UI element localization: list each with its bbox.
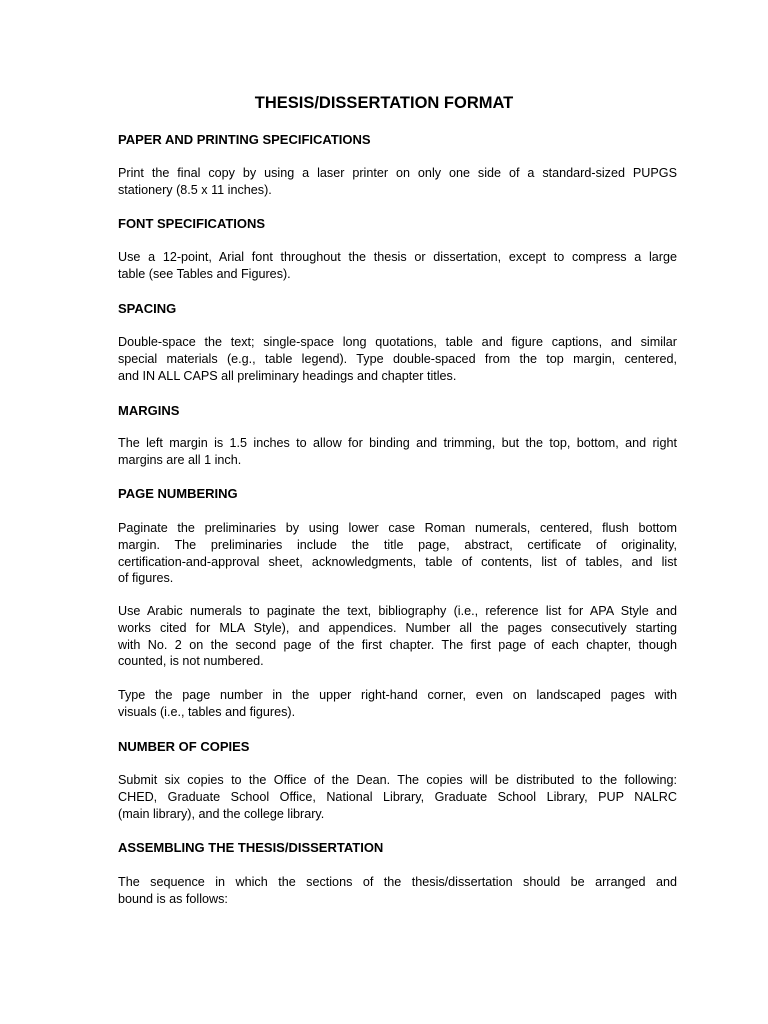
text-line: Type the page number in the upper right-hand corner, even on landscaped pages with — [118, 688, 677, 702]
text-line: Use a 12-point, Arial font throughout the thesis or dissertation, except to compress a large — [118, 250, 677, 264]
paragraph-paper-printing — [118, 165, 677, 199]
text-line: Submit six copies to the Office of the Dean. The copies will be distributed to the following: — [118, 773, 677, 787]
section-heading-font: FONT SPECIFICATIONS — [118, 216, 266, 231]
section-heading-number-of-copies: NUMBER OF COPIES — [118, 739, 250, 754]
paragraph-page-numbering-3 — [118, 687, 677, 721]
text-line: and IN ALL CAPS all preliminary headings and chapter titles. — [118, 368, 457, 383]
text-line: of figures. — [118, 571, 174, 586]
paragraph-spacing — [118, 334, 677, 384]
paragraph-page-numbering-2 — [118, 603, 677, 670]
text-line: Double-space the text; single-space long quotations, table and figure captions, and similar — [118, 335, 677, 349]
text-line: stationery (8.5 x 11 inches). — [118, 182, 272, 197]
text-line: margins are all 1 inch. — [118, 452, 242, 467]
text-line: Print the final copy by using a laser printer on only one side of a standard-sized PUPGS — [118, 166, 677, 180]
text-line: (main library), and the college library. — [118, 806, 325, 821]
document-title: THESIS/DISSERTATION FORMAT — [254, 94, 514, 112]
text-line: counted, is not numbered. — [118, 654, 264, 669]
text-line: with No. 2 on the second page of the first chapter. The first page of each chapter, though — [118, 637, 677, 652]
paragraph-font — [118, 249, 677, 283]
section-heading-assembling: ASSEMBLING THE THESIS/DISSERTATION — [118, 840, 384, 855]
section-heading-paper-printing: PAPER AND PRINTING SPECIFICATIONS — [118, 132, 371, 147]
paragraph-number-of-copies — [118, 772, 677, 822]
text-line: Use Arabic numerals to paginate the text, bibliography (i.e., reference list for APA Style and — [118, 604, 677, 618]
text-line: certification-and-approval sheet, acknowledgments, table of contents, list of tables, and list — [118, 554, 677, 569]
text-line: The left margin is 1.5 inches to allow for binding and trimming, but the top, bottom, and right — [118, 436, 677, 450]
text-line: Paginate the preliminaries by using lower case Roman numerals, centered, flush bottom — [118, 521, 677, 535]
paragraph-page-numbering-1 — [118, 520, 677, 587]
text-line: works cited for MLA Style), and appendices. Number all the pages consecutively starting — [118, 620, 677, 635]
text-line: visuals (i.e., tables and figures). — [118, 704, 296, 719]
text-line: bound is as follows: — [118, 891, 228, 906]
text-line: The sequence in which the sections of the thesis/dissertation should be arranged and — [118, 875, 677, 889]
section-heading-spacing: SPACING — [118, 301, 177, 316]
text-line: table (see Tables and Figures). — [118, 266, 291, 281]
section-heading-page-numbering: PAGE NUMBERING — [118, 486, 238, 501]
section-heading-margins: MARGINS — [118, 403, 180, 418]
paragraph-margins — [118, 435, 677, 469]
text-line: margin. The preliminaries include the title page, abstract, certificate of originality, — [118, 537, 677, 552]
paragraph-assembling — [118, 874, 677, 908]
text-line: special materials (e.g., table legend). Type double-spaced from the top margin, centered, — [118, 351, 677, 366]
text-line: CHED, Graduate School Office, National Library, Graduate School Library, PUP NALRC — [118, 789, 677, 804]
